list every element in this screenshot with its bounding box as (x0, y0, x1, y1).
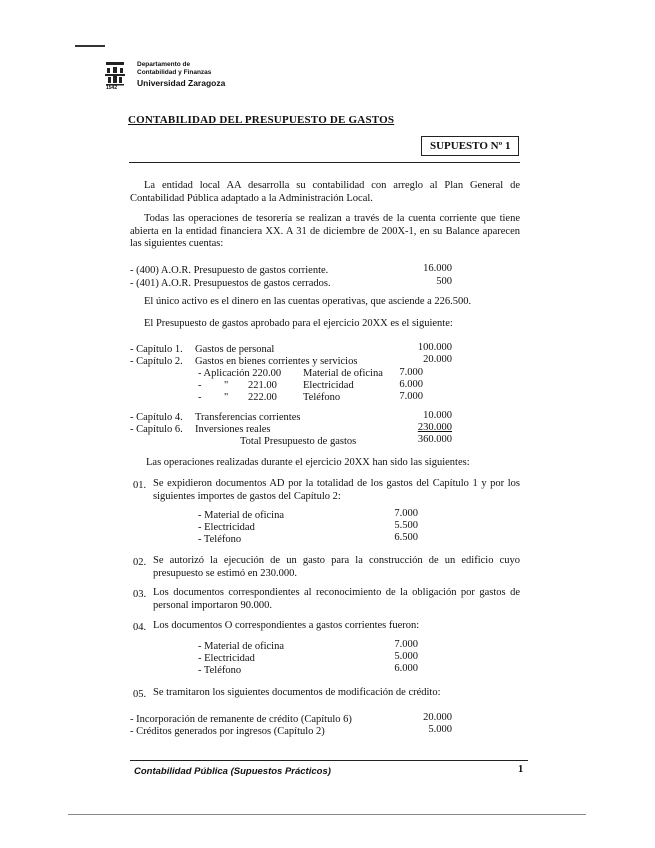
budget-total-label: Total Presupuesto de gastos (240, 436, 357, 447)
op04-number: 04. (133, 622, 147, 633)
op01-item-3-amount: 6.500 (394, 532, 418, 543)
aplicacion-222-amount: 7.000 (399, 391, 423, 402)
aplicacion-220-prefix: - Aplicación 220.00 (198, 368, 282, 379)
op02-text-block (153, 555, 520, 580)
op05-item-2-amount: 5.000 (428, 724, 452, 735)
budget-cap1-amount: 100.000 (417, 342, 452, 353)
budget-cap2-desc: Gastos en bienes corrientes y servicios (195, 356, 358, 367)
budget-cap6-amount: 230.000 (417, 422, 452, 433)
supuesto-badge: SUPUESTO Nº 1 (421, 136, 519, 156)
page-title: CONTABILIDAD DEL PRESUPUESTO DE GASTOS (128, 114, 395, 126)
aplicacion-220-desc: Material de oficina (303, 368, 383, 379)
budget-cap1-cap: - Capítulo 1. (130, 344, 183, 355)
budget-cap6-desc: Inversiones reales (195, 424, 271, 435)
op02-number: 02. (133, 557, 147, 568)
intro-paragraph-1 (130, 180, 520, 205)
account-400-label: - (400) A.O.R. Presupuesto de gastos corriente. (130, 265, 329, 276)
activo-text: El único activo es el dinero en las cuentas operativas, que asciende a 226.500. (144, 296, 472, 307)
op04-text: Los documentos O correspondientes a gastos corrientes fueron: (153, 620, 420, 631)
op04-item-3-label: - Teléfono (198, 665, 242, 676)
op01-item-2-label: - Electricidad (198, 522, 255, 533)
aplicacion-221-ditto: " (224, 380, 229, 391)
op01-text-block (153, 478, 520, 503)
budget-cap4-desc: Transferencias corrientes (195, 412, 301, 423)
op01-item-2-amount: 5.500 (394, 520, 418, 531)
aplicacion-221-dash: - (198, 380, 202, 391)
aplicacion-222-code: 222.00 (248, 392, 277, 403)
operations-intro: Las operaciones realizadas durante el ejercicio 20XX han sido las siguientes: (146, 457, 470, 468)
op02-text: Se autorizó la ejecución de un gasto para la construcción de un edificio cuyo presupuesto se estimó en 230.000. (153, 555, 520, 579)
department-line-2: Contabilidad y Finanzas (137, 69, 212, 76)
budget-cap4-amount: 10.000 (423, 410, 452, 421)
op05-item-1-amount: 20.000 (423, 712, 452, 723)
page-number: 1 (518, 764, 524, 775)
op04-item-2-amount: 5.000 (394, 651, 418, 662)
budget-cap1-desc: Gastos de personal (195, 344, 275, 355)
university-crest (103, 62, 127, 92)
aplicacion-221-code: 221.00 (248, 380, 277, 391)
op03-text: Los documentos correspondientes al reconocimiento de la obligación por gastos de personal importaron 90.000. (153, 587, 520, 611)
op04-item-2-label: - Electricidad (198, 653, 255, 664)
crest-year: 1542 (106, 85, 118, 91)
aplicacion-221-desc: Electricidad (303, 380, 354, 391)
budget-cap6-cap: - Capítulo 6. (130, 424, 183, 435)
op05-text: Se tramitaron los siguientes documentos de modificación de crédito: (153, 687, 441, 698)
budget-cap2-amount: 20.000 (423, 354, 452, 365)
op01-item-3-label: - Teléfono (198, 534, 242, 545)
op01-text: Se expidieron documentos AD por la totalidad de los gastos del Capítulo 1 y por los siguientes importes de gastos del Capítulo 2: (153, 478, 520, 502)
budget-cap4-cap: - Capítulo 4. (130, 412, 183, 423)
budget-total-amount: 360.000 (417, 434, 452, 445)
intro-paragraph-1-text: La entidad local AA desarrolla su contabilidad con arreglo al Plan General de Contabilidad Pública adaptado a la Administración Local. (130, 180, 520, 204)
account-401-amount: 500 (436, 276, 452, 287)
intro-paragraph-2-text: Todas las operaciones de tesorería se realizan a través de la cuenta corriente que tiene abierta en la entidad financiera XX. A 31 de diciembre de 200X-1, en su Balance aparecen las siguientes cuentas: (130, 213, 520, 249)
intro-paragraph-2 (130, 213, 520, 251)
account-401-label: - (401) A.O.R. Presupuestos de gastos cerrados. (130, 278, 331, 289)
op03-text-block (153, 587, 520, 612)
op05-item-1-label: - Incorporación de remanente de crédito (Capítulo 6) (130, 714, 352, 725)
op04-item-3-amount: 6.000 (394, 663, 418, 674)
op01-item-1-amount: 7.000 (394, 508, 418, 519)
op03-number: 03. (133, 589, 147, 600)
scan-bottom-edge (68, 814, 586, 815)
op04-item-1-amount: 7.000 (394, 639, 418, 650)
op05-item-2-label: - Créditos generados por ingresos (Capítulo 2) (130, 726, 325, 737)
title-divider (129, 162, 520, 163)
university-name: Universidad Zaragoza (137, 78, 226, 88)
scan-mark (75, 45, 105, 47)
aplicacion-222-ditto: " (224, 392, 229, 403)
presupuesto-intro: El Presupuesto de gastos aprobado para el ejercicio 20XX es el siguiente: (144, 318, 453, 329)
budget-cap2-cap: - Capítulo 2. (130, 356, 183, 367)
footer-text: Contabilidad Pública (Supuestos Prácticos) (134, 766, 331, 777)
aplicacion-220-amount: 7.000 (399, 367, 423, 378)
aplicacion-222-desc: Teléfono (303, 392, 341, 403)
account-400-amount: 16.000 (423, 263, 452, 274)
op01-item-1-label: - Material de oficina (198, 510, 284, 521)
footer-divider (130, 760, 528, 761)
op05-number: 05. (133, 689, 147, 700)
aplicacion-221-amount: 6.000 (399, 379, 423, 390)
op01-number: 01. (133, 480, 147, 491)
aplicacion-222-dash: - (198, 392, 202, 403)
department-line-1: Departamento de (137, 61, 191, 68)
op04-item-1-label: - Material de oficina (198, 641, 284, 652)
